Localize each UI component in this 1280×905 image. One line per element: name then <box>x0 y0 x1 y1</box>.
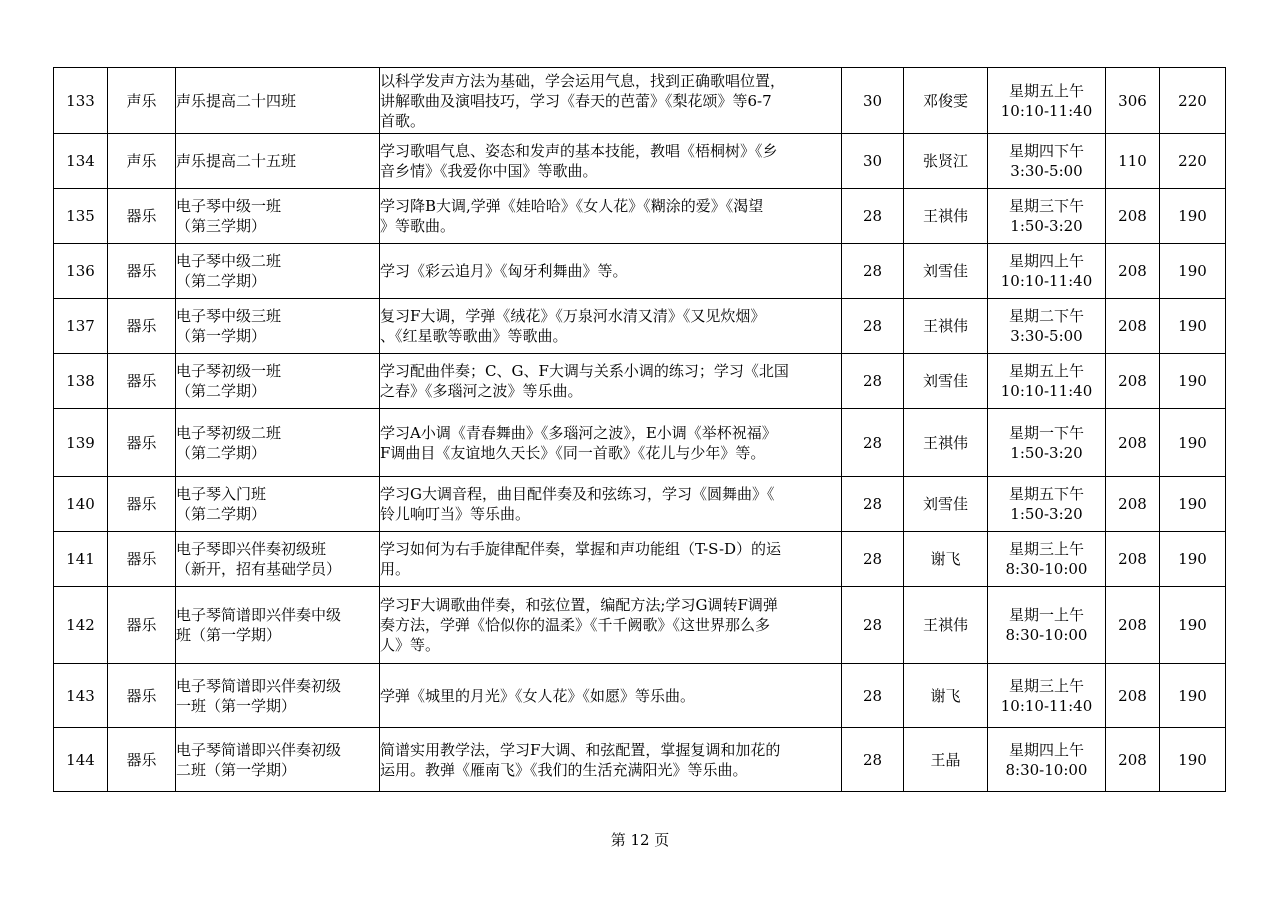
table-row <box>54 189 1226 244</box>
fee-cell: 190 <box>1160 664 1226 728</box>
room-cell: 208 <box>1106 532 1160 587</box>
description-cell-line: 学习G大调音程，曲目配伴奏及和弦练习，学习《圆舞曲》《 <box>380 485 775 503</box>
schedule-time-cell-line: 星期四上午 <box>1008 252 1084 270</box>
schedule-time-cell <box>988 409 1106 477</box>
schedule-time-cell <box>988 134 1106 189</box>
table-row <box>54 68 1226 134</box>
room-cell: 208 <box>1106 299 1160 354</box>
class-name-cell-line: （新开，招有基础学员） <box>176 560 342 578</box>
description-cell-line: 运用。教弹《雁南飞》《我们的生活充满阳光》等乐曲。 <box>380 760 748 779</box>
description-cell <box>380 354 842 409</box>
class-name-cell <box>176 532 380 587</box>
description-cell <box>380 664 842 728</box>
room-cell: 110 <box>1106 134 1160 189</box>
teacher-cell: 谢飞 <box>904 532 988 587</box>
class-name-cell <box>176 189 380 244</box>
schedule-time-cell <box>988 299 1106 354</box>
schedule-time-cell-line: 星期三上午 <box>1008 540 1084 558</box>
description-cell-line: 人》等。 <box>380 636 441 654</box>
category-cell: 器乐 <box>108 299 176 354</box>
schedule-time-cell <box>988 532 1106 587</box>
schedule-time-cell <box>988 68 1106 134</box>
schedule-time-cell-line: 星期五下午 <box>1008 485 1084 503</box>
fee-cell: 190 <box>1160 532 1226 587</box>
table-row <box>54 299 1226 354</box>
fee-cell: 190 <box>1160 189 1226 244</box>
fee-cell: 220 <box>1160 68 1226 134</box>
fee-cell: 190 <box>1160 409 1226 477</box>
class-name-cell <box>176 409 380 477</box>
schedule-time-cell <box>988 244 1106 299</box>
class-name-cell-line: 电子琴中级一班 <box>176 197 282 215</box>
description-cell-line: 用。 <box>380 560 411 578</box>
description-cell <box>380 244 842 299</box>
description-cell-line: 奏方法，学弹《恰似你的温柔》《千千阙歌》《这世界那么多 <box>380 616 771 634</box>
room-cell: 208 <box>1106 728 1160 792</box>
description-cell <box>380 532 842 587</box>
description-cell <box>380 477 842 532</box>
description-cell <box>380 189 842 244</box>
room-cell: 208 <box>1106 477 1160 532</box>
course-number-cell: 141 <box>54 532 108 587</box>
fee-cell: 190 <box>1160 299 1226 354</box>
class-name-cell-line: 二班（第一学期） <box>176 760 297 779</box>
class-name-cell-line: 班（第一学期） <box>176 626 282 644</box>
description-cell <box>380 299 842 354</box>
table-row <box>54 664 1226 728</box>
class-name-cell-line: 电子琴入门班 <box>176 485 267 503</box>
schedule-time-cell-line: 10:10-11:40 <box>1000 382 1093 400</box>
category-cell: 器乐 <box>108 354 176 409</box>
schedule-time-cell-line: 星期三上午 <box>1008 676 1084 695</box>
fee-cell: 190 <box>1160 354 1226 409</box>
class-name-cell-line: 声乐提高二十四班 <box>176 91 297 110</box>
class-name-cell <box>176 244 380 299</box>
class-name-cell-line: 电子琴中级三班 <box>176 307 282 325</box>
category-cell: 器乐 <box>108 477 176 532</box>
description-cell-line: 》等歌曲。 <box>380 217 456 235</box>
course-number-cell: 144 <box>54 728 108 792</box>
fee-cell: 190 <box>1160 477 1226 532</box>
page-number: 第 12 页 <box>610 831 670 849</box>
schedule-time-cell-line: 星期三下午 <box>1008 197 1084 215</box>
description-cell-line: 学习降B大调,学弹《娃哈哈》《女人花》《糊涂的爱》《渴望 <box>380 197 764 215</box>
room-cell: 208 <box>1106 354 1160 409</box>
hours-cell: 30 <box>842 134 904 189</box>
class-name-cell-line: 电子琴中级二班 <box>176 252 282 270</box>
schedule-time-cell-line: 星期五上午 <box>1008 81 1084 100</box>
description-cell-line: 学习F大调歌曲伴奏，和弦位置，编配方法;学习G调转F调弹 <box>380 596 778 614</box>
schedule-time-cell-line: 星期四下午 <box>1008 142 1084 160</box>
course-number-cell: 137 <box>54 299 108 354</box>
category-cell: 器乐 <box>108 244 176 299</box>
fee-cell: 190 <box>1160 587 1226 664</box>
schedule-time-cell-line: 3:30-5:00 <box>1010 162 1083 180</box>
teacher-cell: 王祺伟 <box>904 587 988 664</box>
hours-cell: 28 <box>842 587 904 664</box>
class-name-cell-line: 声乐提高二十五班 <box>176 152 297 170</box>
class-name-cell-line: 电子琴初级二班 <box>176 423 282 442</box>
schedule-time-cell-line: 星期五上午 <box>1008 362 1084 380</box>
description-cell <box>380 68 842 134</box>
teacher-cell: 王祺伟 <box>904 299 988 354</box>
category-cell: 器乐 <box>108 409 176 477</box>
room-cell: 208 <box>1106 587 1160 664</box>
description-cell <box>380 409 842 477</box>
class-name-cell <box>176 299 380 354</box>
course-number-cell: 140 <box>54 477 108 532</box>
schedule-time-cell-line: 10:10-11:40 <box>1000 696 1093 715</box>
category-cell: 声乐 <box>108 68 176 134</box>
table-row <box>54 354 1226 409</box>
table-row <box>54 477 1226 532</box>
description-cell-line: 学习A小调《青春舞曲》《多瑙河之波》，E小调《举杯祝福》 <box>380 423 777 442</box>
teacher-cell: 谢飞 <box>904 664 988 728</box>
hours-cell: 28 <box>842 409 904 477</box>
course-number-cell: 138 <box>54 354 108 409</box>
room-cell: 208 <box>1106 409 1160 477</box>
course-number-cell: 134 <box>54 134 108 189</box>
hours-cell: 28 <box>842 664 904 728</box>
class-name-cell-line: 电子琴初级一班 <box>176 362 282 380</box>
description-cell-line: 复习F大调，学弹《绒花》《万泉河水清又清》《又见炊烟》 <box>380 307 766 325</box>
schedule-time-cell-line: 10:10-11:40 <box>1000 101 1093 120</box>
teacher-cell: 邓俊雯 <box>904 68 988 134</box>
class-name-cell-line: 电子琴简谱即兴伴奏中级 <box>176 606 342 624</box>
description-cell-line: 讲解歌曲及演唱技巧，学习《春天的芭蕾》《梨花颂》等6-7 <box>380 91 772 110</box>
category-cell: 器乐 <box>108 664 176 728</box>
description-cell-line: 学习《彩云追月》《匈牙利舞曲》等。 <box>380 262 628 280</box>
hours-cell: 28 <box>842 244 904 299</box>
hours-cell: 28 <box>842 299 904 354</box>
hours-cell: 28 <box>842 728 904 792</box>
teacher-cell: 刘雪佳 <box>904 477 988 532</box>
schedule-time-cell-line: 1:50-3:20 <box>1010 443 1083 462</box>
category-cell: 器乐 <box>108 728 176 792</box>
table-row <box>54 728 1226 792</box>
description-cell-line: 简谱实用教学法，学习F大调、和弦配置，掌握复调和加花的 <box>380 740 781 759</box>
teacher-cell: 张贤江 <box>904 134 988 189</box>
schedule-time-cell-line: 3:30-5:00 <box>1010 327 1083 345</box>
teacher-cell: 刘雪佳 <box>904 244 988 299</box>
schedule-time-cell-line: 8:30-10:00 <box>1005 560 1088 578</box>
schedule-time-cell-line: 1:50-3:20 <box>1010 505 1083 523</box>
schedule-time-cell-line: 星期二下午 <box>1008 307 1084 325</box>
class-name-cell-line: 电子琴简谱即兴伴奏初级 <box>176 740 342 759</box>
class-name-cell <box>176 134 380 189</box>
category-cell: 声乐 <box>108 134 176 189</box>
class-name-cell-line: （第二学期） <box>176 505 267 523</box>
course-schedule-table <box>53 67 1226 792</box>
teacher-cell: 王祺伟 <box>904 409 988 477</box>
description-cell-line: 音乡情》《我爱你中国》等歌曲。 <box>380 162 598 180</box>
category-cell: 器乐 <box>108 189 176 244</box>
class-name-cell-line: 电子琴即兴伴奏初级班 <box>176 540 327 558</box>
description-cell-line: F调曲目《友谊地久天长》《同一首歌》《花儿与少年》等。 <box>380 443 766 462</box>
class-name-cell <box>176 664 380 728</box>
schedule-time-cell <box>988 728 1106 792</box>
course-number-cell: 142 <box>54 587 108 664</box>
hours-cell: 28 <box>842 189 904 244</box>
table-row <box>54 134 1226 189</box>
schedule-time-cell-line: 10:10-11:40 <box>1000 272 1093 290</box>
class-name-cell-line: （第三学期） <box>176 217 267 235</box>
schedule-time-cell-line: 8:30-10:00 <box>1005 626 1088 644</box>
schedule-time-cell-line: 1:50-3:20 <box>1010 217 1083 235</box>
hours-cell: 28 <box>842 532 904 587</box>
schedule-time-cell <box>988 664 1106 728</box>
course-number-cell: 139 <box>54 409 108 477</box>
room-cell: 208 <box>1106 664 1160 728</box>
class-name-cell <box>176 728 380 792</box>
class-name-cell-line: （第二学期） <box>176 382 267 400</box>
description-cell-line: 以科学发声方法为基础，学会运用气息，找到正确歌唱位置， <box>380 71 786 90</box>
description-cell <box>380 134 842 189</box>
class-name-cell-line: （第二学期） <box>176 272 267 290</box>
class-name-cell-line: 电子琴简谱即兴伴奏初级 <box>176 676 342 695</box>
schedule-time-cell-line: 星期四上午 <box>1008 740 1084 759</box>
hours-cell: 28 <box>842 477 904 532</box>
class-name-cell <box>176 354 380 409</box>
description-cell-line: 、《红星歌等歌曲》等歌曲。 <box>380 327 568 345</box>
schedule-time-cell <box>988 354 1106 409</box>
description-cell-line: 铃儿响叮当》等乐曲。 <box>380 505 531 523</box>
course-number-cell: 136 <box>54 244 108 299</box>
description-cell-line: 学弹《城里的月光》《女人花》《如愿》等乐曲。 <box>380 686 696 705</box>
schedule-time-cell <box>988 189 1106 244</box>
course-number-cell: 135 <box>54 189 108 244</box>
table-row <box>54 409 1226 477</box>
class-name-cell-line: 一班（第一学期） <box>176 696 297 715</box>
course-number-cell: 133 <box>54 68 108 134</box>
table-row <box>54 532 1226 587</box>
description-cell-line: 学习歌唱气息、姿态和发声的基本技能，教唱《梧桐树》《乡 <box>380 142 778 160</box>
category-cell: 器乐 <box>108 587 176 664</box>
description-cell-line: 学习如何为右手旋律配伴奏，掌握和声功能组（T-S-D）的运 <box>380 540 782 558</box>
hours-cell: 28 <box>842 354 904 409</box>
description-cell-line: 学习配曲伴奏；C、G、F大调与关系小调的练习；学习《北国 <box>380 362 789 380</box>
teacher-cell: 王晶 <box>904 728 988 792</box>
class-name-cell <box>176 477 380 532</box>
room-cell: 208 <box>1106 189 1160 244</box>
description-cell-line: 之春》《多瑙河之波》等乐曲。 <box>380 382 583 400</box>
fee-cell: 190 <box>1160 728 1226 792</box>
schedule-time-cell-line: 8:30-10:00 <box>1005 760 1088 779</box>
schedule-time-cell-line: 星期一上午 <box>1008 606 1084 624</box>
schedule-time-cell <box>988 477 1106 532</box>
table-row <box>54 244 1226 299</box>
table-row <box>54 587 1226 664</box>
teacher-cell: 刘雪佳 <box>904 354 988 409</box>
schedule-time-cell-line: 星期一下午 <box>1008 423 1084 442</box>
fee-cell: 220 <box>1160 134 1226 189</box>
description-cell-line: 首歌。 <box>380 111 426 130</box>
description-cell <box>380 587 842 664</box>
class-name-cell <box>176 587 380 664</box>
room-cell: 306 <box>1106 68 1160 134</box>
fee-cell: 190 <box>1160 244 1226 299</box>
class-name-cell <box>176 68 380 134</box>
schedule-time-cell <box>988 587 1106 664</box>
hours-cell: 30 <box>842 68 904 134</box>
room-cell: 208 <box>1106 244 1160 299</box>
teacher-cell: 王祺伟 <box>904 189 988 244</box>
description-cell <box>380 728 842 792</box>
class-name-cell-line: （第一学期） <box>176 327 267 345</box>
class-name-cell-line: （第二学期） <box>176 443 267 462</box>
course-number-cell: 143 <box>54 664 108 728</box>
category-cell: 器乐 <box>108 532 176 587</box>
